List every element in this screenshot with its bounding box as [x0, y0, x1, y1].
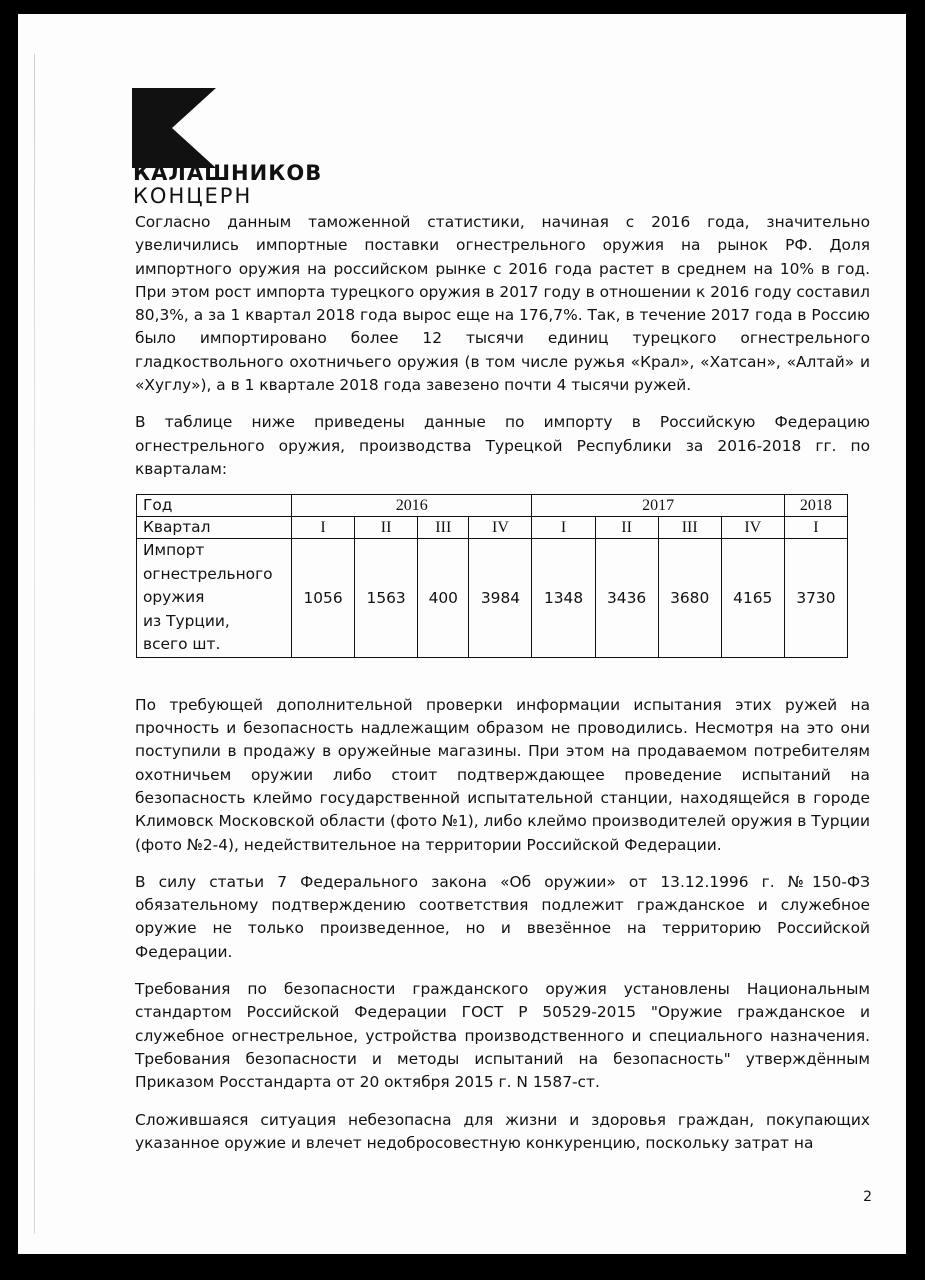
value-cell: 3436 — [595, 539, 658, 658]
page-number: 2 — [863, 1189, 872, 1205]
value-cell: 3680 — [658, 539, 721, 658]
logo-subtitle: КОНЦЕРН — [133, 184, 253, 208]
quarter-cell: II — [355, 517, 418, 539]
quarter-header: Квартал — [137, 517, 292, 539]
import-label-line: оружия — [143, 588, 205, 607]
import-label-line: всего шт. — [143, 635, 221, 654]
paragraph-3: По требующей дополнительной проверки информации испытания этих ружей на прочность и безопасность надлежащим образом не проводились. Несмотря на это они поступили в продажу в оружейные магазины. При этом на продаваемом потребителям охотничьем оружии либо стоит подтверждающее проведение испытаний на безопасность клеймо государственной испытательной станции, находящейся в городе Климовск Московской области (фото №1), либо клеймо производителей оружия в Турции (фото №2-4), недействительное на территории Российской Федерации. — [135, 695, 870, 854]
value-cell: 1348 — [532, 539, 595, 658]
year-2017: 2017 — [532, 495, 784, 517]
import-table — [136, 494, 848, 658]
table-row-quarters — [137, 517, 848, 539]
quarter-cell: III — [658, 517, 721, 539]
quarter-cell: I — [292, 517, 355, 539]
quarter-cell: I — [784, 517, 847, 539]
year-header: Год — [137, 495, 292, 517]
logo-name: КАЛАШНИКОВ — [133, 161, 323, 185]
paragraph-2: В таблице ниже приведены данные по импорту в Российскую Федерацию огнестрельного оружия, производства Турецкой Республики за 2016-2018 гг. по кварталам: — [135, 413, 870, 478]
quarter-cell: IV — [469, 517, 532, 539]
value-cell: 1563 — [355, 539, 418, 658]
quarter-cell: I — [532, 517, 595, 539]
year-2016: 2016 — [292, 495, 532, 517]
scan-artifact-line — [34, 54, 35, 1234]
quarter-cell: III — [418, 517, 469, 539]
paragraph-1: Согласно данным таможенной статистики, начиная с 2016 года, значительно увеличились импортные поставки огнестрельного оружия на рынок РФ. Доля импортного оружия на российском рынке с 2016 года растет в среднем на 10% в год. При этом рост импорта турецкого оружия в 2017 году в отношении к 2016 году составил 80,3%, а за 1 квартал 2018 года вырос еще на 176,7%. Так, в течение 2017 года в Россию было импортировано более 12 тысячи единиц турецкого огнестрельного гладкоствольного охотничьего оружия (в том числе ружья «Крал», «Хатсан», «Алтай» и «Хуглу»), а в 1 квартале 2018 года завезено почти 4 тысячи ружей. — [135, 213, 870, 395]
value-cell: 4165 — [721, 539, 784, 658]
quarter-cell: IV — [721, 517, 784, 539]
quarter-cell: II — [595, 517, 658, 539]
import-label-line: огнестрельного — [143, 564, 273, 583]
import-header — [137, 539, 292, 658]
value-cell: 3730 — [784, 539, 847, 658]
import-label-line: из Турции, — [143, 611, 230, 630]
value-cell: 400 — [418, 539, 469, 658]
year-2018: 2018 — [784, 495, 847, 517]
document-body — [135, 208, 870, 1155]
paragraph-4: В силу статьи 7 Федерального закона «Об оружии» от 13.12.1996 г. №150-ФЗ обязательному подтверждению соответствия подлежит гражданское и служебное оружие не только произведенное, но и ввезённое на территорию Российской Федерации. — [135, 872, 870, 961]
document-page — [18, 14, 906, 1254]
value-cell: 1056 — [292, 539, 355, 658]
paragraph-6: Сложившаяся ситуация небезопасна для жизни и здоровья граждан, покупающих указанное оружие и влечет недобросовестную конкуренцию, поскольку затрат на — [135, 1110, 870, 1152]
value-cell: 3984 — [469, 539, 532, 658]
kalashnikov-logo-icon — [130, 88, 216, 168]
import-label-line: Импорт — [143, 541, 205, 560]
paragraph-5: Требования по безопасности гражданского оружия установлены Национальным стандартом Российской Федерации ГОСТ Р 50529-2015 "Оружие гражданское и служебное огнестрельное, устройства производственного и специального назначения. Требования безопасности и методы испытаний на безопасность" утверждённым Приказом Росстандарта от 20 октября 2015 г. N 1587-ст. — [135, 980, 870, 1092]
table-row-imports — [137, 539, 848, 658]
table-row-years — [137, 495, 848, 517]
